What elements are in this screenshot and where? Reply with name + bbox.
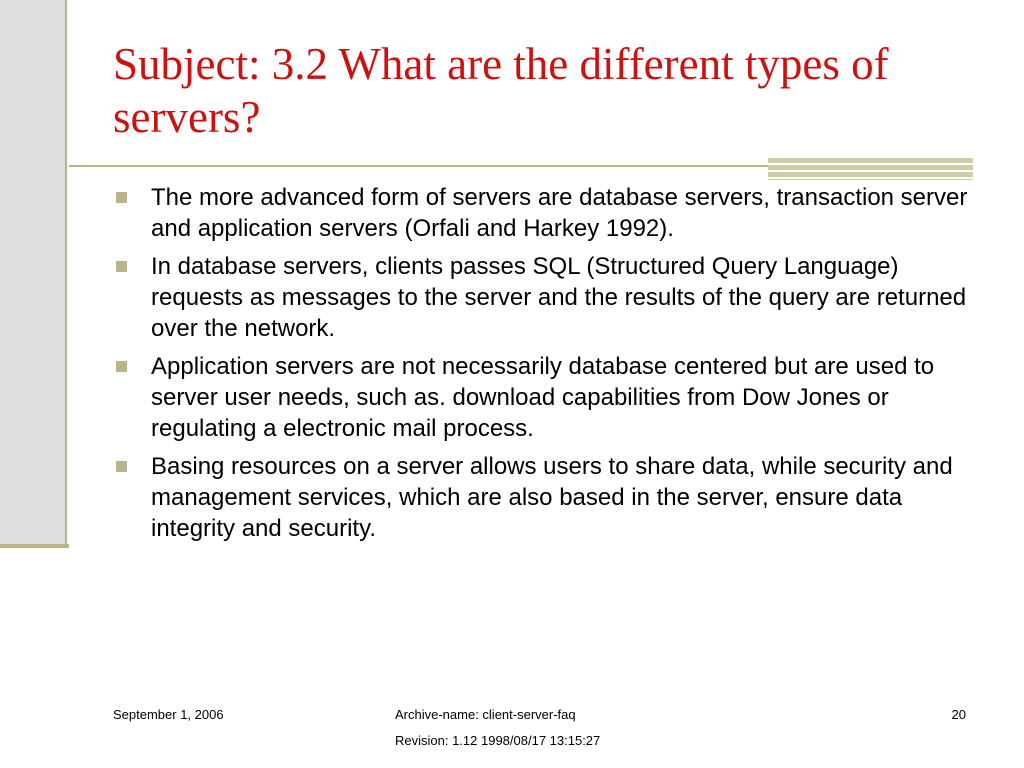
bullet-item — [110, 451, 972, 544]
bullet-text: Basing resources on a server allows users to share data, while security and management services, which are also based in the server, ensure data integrity and security. — [151, 453, 953, 542]
bullet-text: In database servers, clients passes SQL (Structured Query Language) requests as messages to the server and the results of the query are returned over the network. — [151, 253, 967, 342]
footer-page-number: 20 — [951, 707, 966, 722]
square-bullet-icon — [116, 192, 127, 203]
left-decorative-bar — [0, 0, 67, 544]
bullet-list — [110, 182, 972, 551]
bullet-item — [110, 351, 972, 444]
square-bullet-icon — [116, 361, 127, 372]
left-bar-base-line — [0, 544, 69, 548]
square-bullet-icon — [116, 261, 127, 272]
bullet-item — [110, 182, 972, 244]
footer-date: September 1, 2006 — [113, 707, 224, 722]
footer-revision: Revision: 1.12 1998/08/17 13:15:27 — [395, 733, 601, 748]
bullet-text: The more advanced form of servers are database servers, transaction server and application servers (Orfali and Harkey 1992). — [151, 184, 968, 242]
bullet-item — [110, 251, 972, 344]
bullet-text: Application servers are not necessarily database centered but are used to server user needs, such as. download capabilities from Dow Jones or regulating a electronic mail process. — [151, 353, 935, 442]
square-bullet-icon — [116, 461, 127, 472]
title-divider-accent — [768, 158, 973, 180]
slide-title: Subject: 3.2 What are the different types of servers? — [113, 39, 889, 142]
footer-archive-name: Archive-name: client-server-faq — [395, 707, 576, 722]
